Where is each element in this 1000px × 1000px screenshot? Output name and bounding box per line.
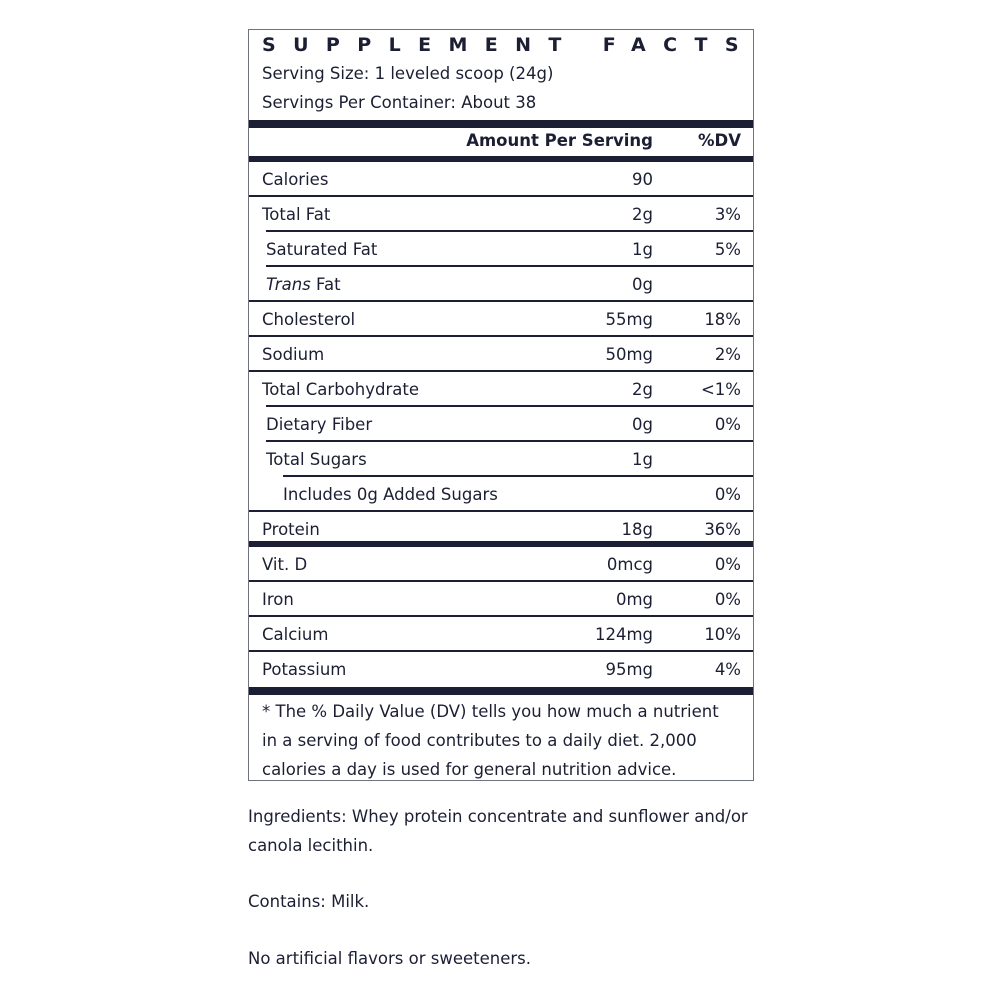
nutrient-name <box>266 275 341 294</box>
servings-per-container: Servings Per Container: About 38 <box>262 93 537 112</box>
nutrient-name: Total Fat <box>262 205 331 224</box>
nutrient-name: Protein <box>262 520 320 539</box>
allergen-statement: Contains: Milk. <box>248 892 370 911</box>
trans-italic: Trans <box>266 275 311 294</box>
footnote-divider <box>249 687 753 695</box>
nutrient-amount: 2g <box>632 380 653 399</box>
nutrient-amount: 1g <box>632 450 653 469</box>
column-header <box>249 128 753 156</box>
nutrient-row <box>249 512 753 547</box>
nutrient-dv: 0% <box>714 590 741 609</box>
nutrient-amount: 18g <box>621 520 653 539</box>
thick-divider <box>249 120 753 128</box>
nutrient-amount: 0mcg <box>606 555 653 574</box>
nutrient-amount: 0g <box>632 275 653 294</box>
nutrient-name: Dietary Fiber <box>266 415 373 434</box>
nutrient-amount: 1g <box>632 240 653 259</box>
nutrient-amount: 2g <box>632 205 653 224</box>
nutrient-name: Includes 0g Added Sugars <box>283 485 498 504</box>
panel-title: SUPPLEMENT FACTS <box>262 34 756 56</box>
ingredients-text: Ingredients: Whey protein concentrate and sunflower and/or canola lecithin. <box>248 807 748 855</box>
supplement-facts-panel <box>248 29 754 781</box>
trans-fat-suffix: Fat <box>310 275 341 294</box>
nutrient-amount: 50mg <box>605 345 653 364</box>
nutrient-dv: 0% <box>714 485 741 504</box>
header-dv: %DV <box>698 131 741 150</box>
nutrient-row <box>249 232 753 267</box>
no-artificial-note: No artificial flavors or sweeteners. <box>248 949 531 968</box>
nutrient-row <box>249 372 753 407</box>
nutrient-dv: 3% <box>714 205 741 224</box>
nutrient-dv: 18% <box>704 310 741 329</box>
nutrient-amount: 90 <box>632 170 653 189</box>
nutrient-row <box>249 547 753 582</box>
nutrient-amount: 95mg <box>605 660 653 679</box>
nutrient-name: Calcium <box>262 625 329 644</box>
nutrient-row <box>249 267 753 302</box>
nutrient-row <box>249 477 753 512</box>
nutrient-dv: 36% <box>704 520 741 539</box>
header-amount: Amount Per Serving <box>466 131 653 150</box>
nutrient-name: Cholesterol <box>262 310 356 329</box>
nutrient-row <box>249 337 753 372</box>
nutrient-row <box>249 442 753 477</box>
nutrient-row <box>249 407 753 442</box>
nutrient-name: Sodium <box>262 345 325 364</box>
nutrient-dv: 0% <box>714 555 741 574</box>
nutrient-row <box>249 617 753 652</box>
nutrient-row <box>249 197 753 232</box>
nutrient-row <box>249 162 753 197</box>
nutrient-name: Calories <box>262 170 329 189</box>
nutrient-dv: 2% <box>714 345 741 364</box>
nutrient-row <box>249 302 753 337</box>
nutrient-dv: 10% <box>704 625 741 644</box>
dv-footnote: * The % Daily Value (DV) tells you how much a nutrient in a serving of food contributes to a daily diet. 2,000 calories a day is used for general nutrition advice. <box>262 702 719 779</box>
nutrient-dv: 4% <box>714 660 741 679</box>
nutrient-dv: 5% <box>714 240 741 259</box>
nutrient-name: Potassium <box>262 660 347 679</box>
nutrient-amount: 0mg <box>615 590 653 609</box>
nutrient-name: Saturated Fat <box>266 240 378 259</box>
nutrient-dv: <1% <box>700 380 741 399</box>
nutrient-dv: 0% <box>714 415 741 434</box>
nutrient-amount: 124mg <box>594 625 653 644</box>
nutrient-name: Total Sugars <box>266 450 367 469</box>
nutrient-amount: 55mg <box>605 310 653 329</box>
nutrient-name: Total Carbohydrate <box>262 380 419 399</box>
nutrient-row <box>249 652 753 687</box>
nutrient-name: Vit. D <box>262 555 308 574</box>
serving-size: Serving Size: 1 leveled scoop (24g) <box>262 64 554 83</box>
nutrient-amount: 0g <box>632 415 653 434</box>
nutrient-name: Iron <box>262 590 294 609</box>
nutrient-row <box>249 582 753 617</box>
